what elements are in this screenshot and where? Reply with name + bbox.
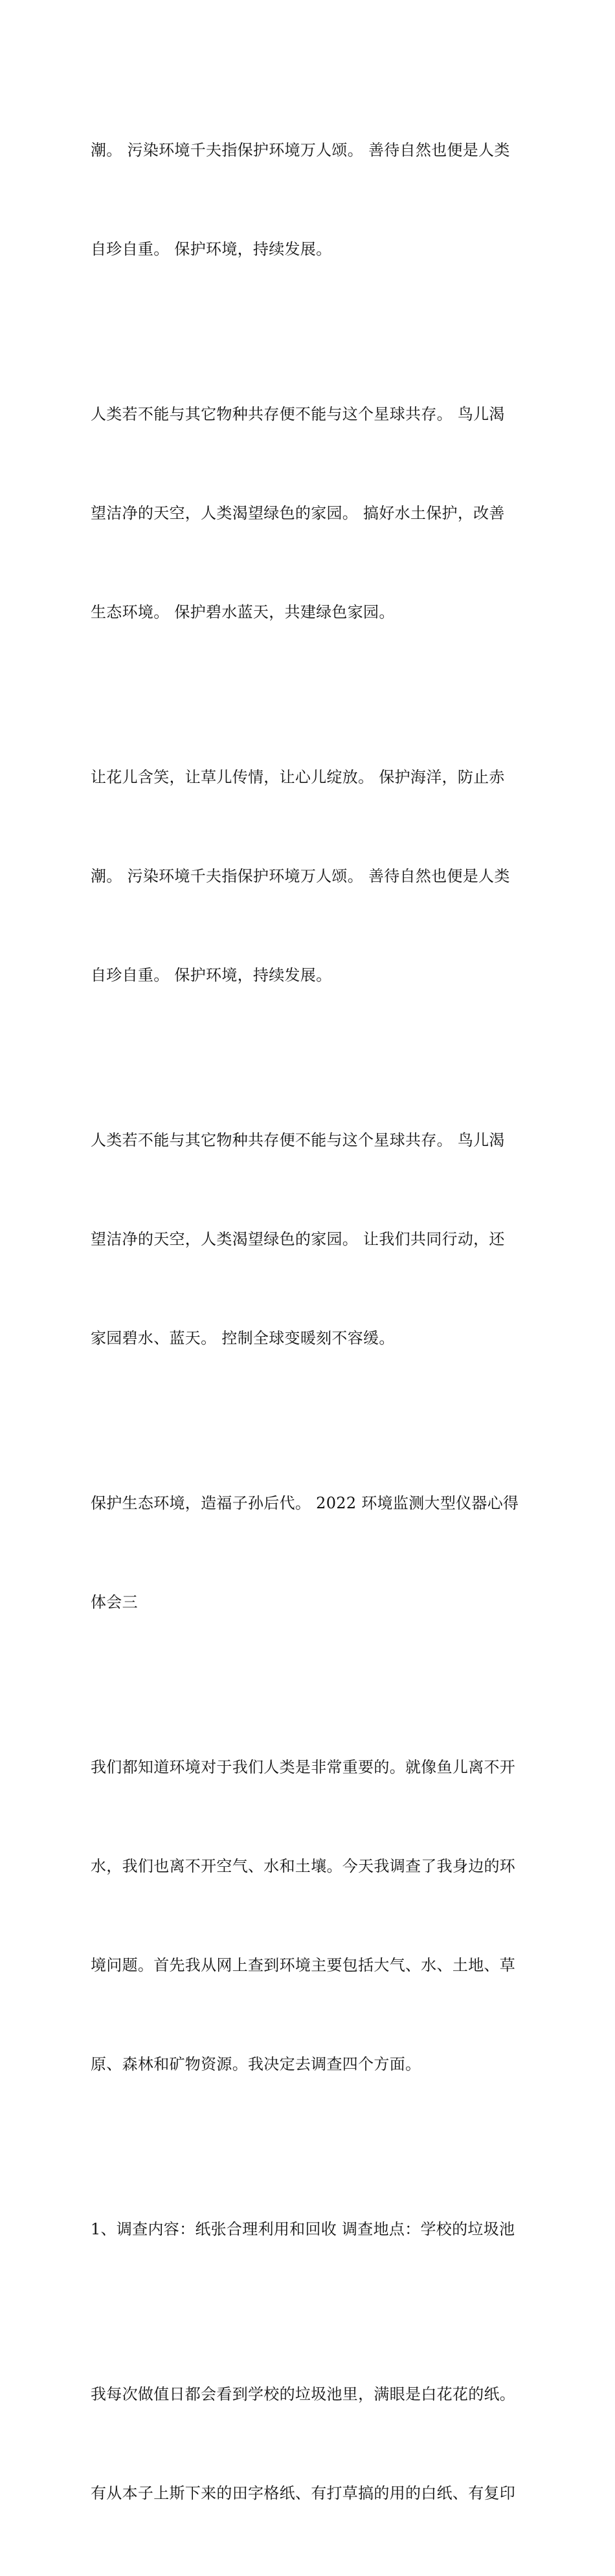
paragraph-4	[91, 1058, 531, 1421]
paragraph-5	[91, 1421, 531, 1685]
paragraph-8	[91, 2312, 531, 2576]
text-line: 保护生态环境，造福子孙后代。 2022 环境监测大型仪器心得	[91, 1494, 519, 1512]
paragraph-7	[91, 2147, 531, 2312]
paragraph-6	[91, 1685, 531, 2147]
text-line: 自珍自重。 保护环境，持续发展。	[91, 240, 332, 258]
text-line: 体会三	[91, 1593, 138, 1611]
text-line: 自珍自重。 保护环境，持续发展。	[91, 966, 332, 984]
text-line: 我每次做值日都会看到学校的垃圾池里，满眼是白花花的纸。	[91, 2385, 516, 2403]
text-line: 1、调查内容：纸张合理利用和回收 调查地点：学校的垃圾池	[91, 2220, 515, 2238]
text-line: 境问题。首先我从网上查到环境主要包括大气、水、土地、草	[91, 1956, 516, 1974]
text-line: 原、森林和矿物资源。我决定去调查四个方面。	[91, 2055, 421, 2073]
text-line: 人类若不能与其它物种共存便不能与这个星球共存。 鸟儿渴	[91, 1131, 505, 1149]
paragraph-3	[91, 695, 531, 1058]
text-line: 让花儿含笑，让草儿传情，让心儿绽放。 保护海洋，防止赤	[91, 768, 505, 786]
text-line: 望洁净的天空，人类渴望绿色的家园。 搞好水土保护，改善	[91, 504, 505, 522]
paragraph-2	[91, 332, 531, 695]
text-line: 望洁净的天空，人类渴望绿色的家园。 让我们共同行动，还	[91, 1230, 505, 1248]
text-line: 人类若不能与其它物种共存便不能与这个星球共存。 鸟儿渴	[91, 405, 505, 423]
text-line: 潮。 污染环境千夫指保护环境万人颂。 善待自然也便是人类	[91, 867, 510, 885]
text-line: 潮。 污染环境千夫指保护环境万人颂。 善待自然也便是人类	[91, 141, 510, 159]
text-line: 家园碧水、蓝天。 控制全球变暖刻不容缓。	[91, 1329, 395, 1347]
text-line: 有从本子上斯下来的田字格纸、有打草搞的用的白纸、有复印	[91, 2484, 516, 2502]
text-line: 生态环境。 保护碧水蓝天，共建绿色家园。	[91, 603, 395, 621]
paragraph-1	[91, 68, 531, 332]
text-line: 水，我们也离不开空气、水和土壤。今天我调查了我身边的环	[91, 1857, 516, 1875]
text-line: 我们都知道环境对于我们人类是非常重要的。就像鱼儿离不开	[91, 1758, 516, 1776]
document-body	[91, 68, 531, 2576]
